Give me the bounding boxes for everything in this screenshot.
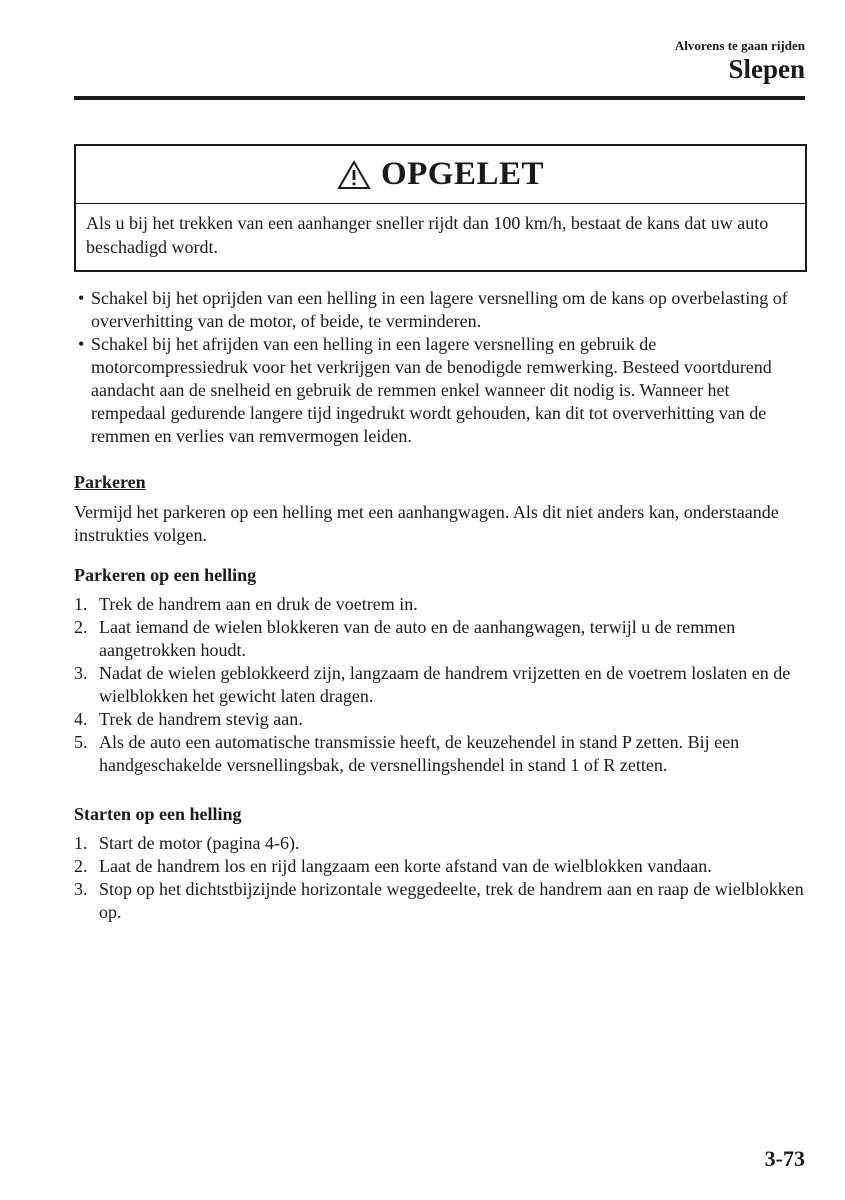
caution-text: Als u bij het trekken van een aanhanger sneller rijdt dan 100 km/h, bestaat de kans dat uw auto beschadigd wordt. <box>86 213 769 257</box>
bullet-text: Schakel bij het oprijden van een helling in een lagere versnelling om de kans op overbelasting of oververhitting van de motor, of beide, te verminderen. <box>91 288 788 331</box>
item-number: 2. <box>74 617 88 637</box>
item-text: Als de auto een automatische transmissie heeft, de keuzehendel in stand P zetten. Bij een handgeschakelde versnellingsbak, de versnellingshendel in stand 1 of R zetten. <box>99 732 740 775</box>
item-number: 5. <box>74 732 88 752</box>
parking-steps-list <box>74 593 804 777</box>
caution-title: OPGELET <box>380 156 545 192</box>
item-text: Stop op het dichtstbijzijnde horizontale weggedeelte, trek de handrem aan en raap de wielblokken op. <box>99 879 804 922</box>
starting-slope-heading: Starten op een helling <box>74 804 242 824</box>
header-divider <box>74 96 805 100</box>
section-title: Slepen <box>728 54 805 84</box>
chapter-title: Alvorens te gaan rijden <box>674 38 805 53</box>
main-content <box>74 287 804 924</box>
list-item <box>74 593 804 616</box>
list-item <box>74 662 804 708</box>
item-text: Trek de handrem stevig aan. <box>99 709 303 729</box>
caution-header <box>76 146 805 204</box>
item-text: Start de motor (pagina 4-6). <box>99 833 300 853</box>
parking-heading: Parkeren <box>74 472 146 492</box>
parking-intro: Vermijd het parkeren op een helling met een aanhangwagen. Als dit niet anders kan, onderstaande instrukties volgen. <box>74 502 779 545</box>
bullet-marker: • <box>78 288 85 308</box>
item-number: 3. <box>74 663 88 683</box>
bullet-item <box>74 287 804 333</box>
page-number: 3-73 <box>764 1146 805 1171</box>
item-number: 1. <box>74 594 88 614</box>
list-item <box>74 731 804 777</box>
item-text: Nadat de wielen geblokkeerd zijn, langzaam de handrem vrijzetten en de voetrem loslaten en de wielblokken het gewicht laten dragen. <box>99 663 791 706</box>
warning-triangle-icon <box>337 160 371 190</box>
list-item <box>74 855 804 878</box>
item-number: 4. <box>74 709 88 729</box>
item-number: 2. <box>74 856 88 876</box>
list-item <box>74 616 804 662</box>
list-item <box>74 832 804 855</box>
item-text: Laat de handrem los en rijd langzaam een korte afstand van de wielblokken vandaan. <box>99 856 712 876</box>
caution-box <box>74 144 807 272</box>
item-text: Trek de handrem aan en druk de voetrem in. <box>99 594 418 614</box>
list-item <box>74 708 804 731</box>
list-item <box>74 878 804 924</box>
bullet-text: Schakel bij het afrijden van een helling in een lagere versnelling en gebruik de motorcompressiedruk voor het verkrijgen van de benodigde remwerking. Besteed voortdurend aandacht aan de snelheid en gebruik de remmen enkel wanneer dit nodig is. Wanneer het rempedaal gedurende langere tijd ingedrukt wordt gehouden, kan dit tot oververhitting van de remmen en verlies van remvermogen leiden. <box>91 334 772 446</box>
item-number: 3. <box>74 879 88 899</box>
item-text: Laat iemand de wielen blokkeren van de auto en de aanhangwagen, terwijl u de remmen aangetrokken houdt. <box>99 617 736 660</box>
item-number: 1. <box>74 833 88 853</box>
bullet-marker: • <box>78 334 85 354</box>
starting-steps-list <box>74 832 804 924</box>
parking-slope-heading: Parkeren op een helling <box>74 565 257 585</box>
bullet-item <box>74 333 804 448</box>
